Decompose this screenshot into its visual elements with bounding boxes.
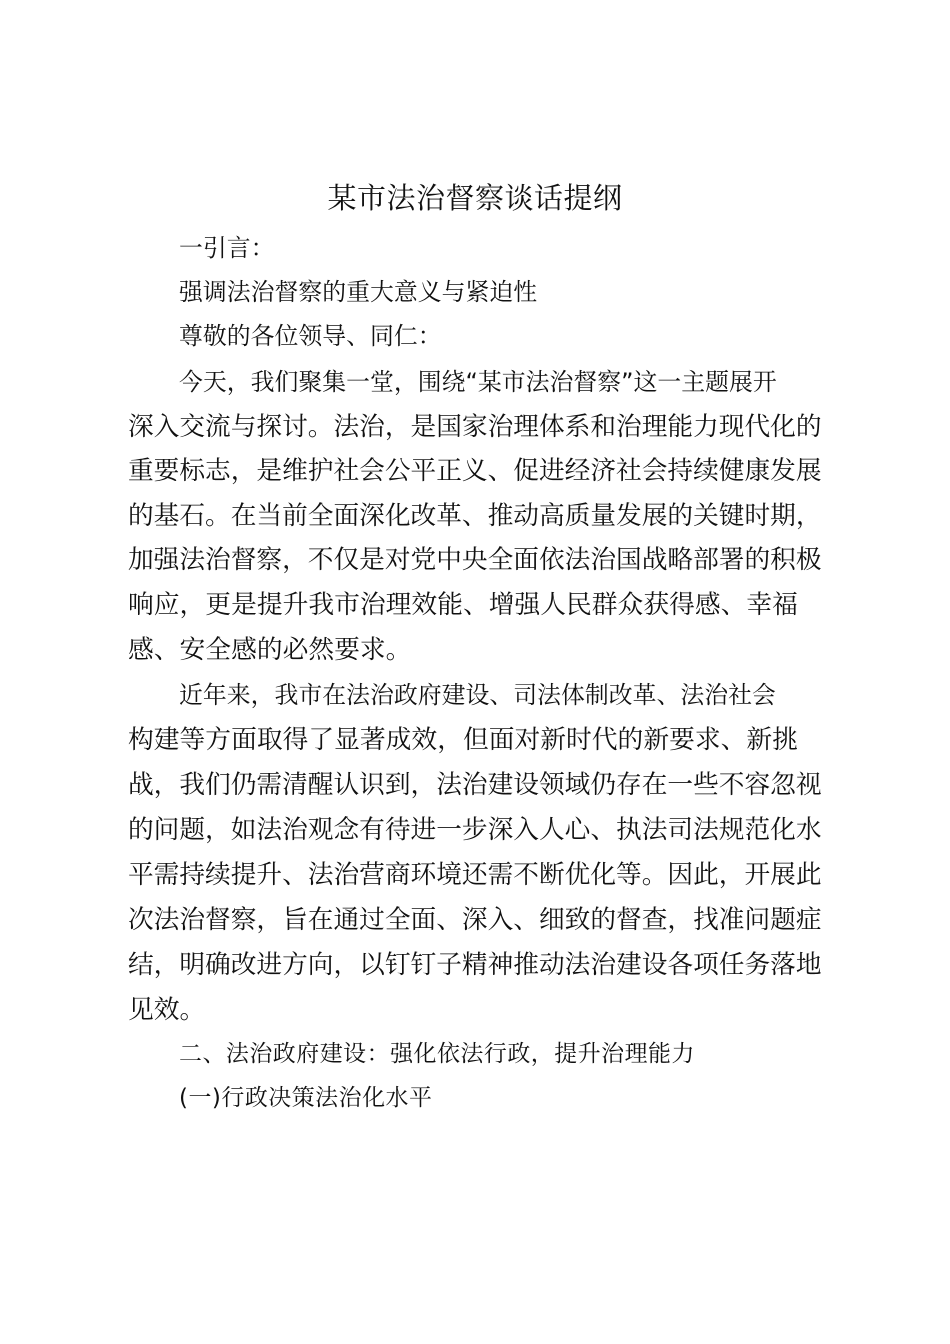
- paragraph-line: 今天，我们聚集一堂，围绕“某市法治督察”这一主题展开: [179, 368, 777, 396]
- paragraph-line: 次法治督察，旨在通过全面、深入、细致的督查，找准问题症: [128, 905, 822, 935]
- paragraph-line: 近年来，我市在法治政府建设、司法体制改革、法治社会: [179, 681, 776, 709]
- paragraph-line: 见效。: [128, 995, 206, 1025]
- paragraph-line: 构建等方面取得了显著成效，但面对新时代的新要求、新挑: [128, 725, 798, 755]
- salutation: 尊敬的各位领导、同仁：: [179, 322, 442, 350]
- section2-subheading: (一)行政决策法治化水平: [179, 1085, 433, 1111]
- paragraph-line: 重要标志，是维护社会公平正义、促进经济社会持续健康发展: [128, 456, 822, 486]
- paragraph-line: 的问题，如法治观念有待进一步深入人心、执法司法规范化水: [128, 815, 822, 845]
- paragraph-line: 的基石。在当前全面深化改革、推动高质量发展的关键时期，: [128, 501, 822, 531]
- paragraph-line: 响应，更是提升我市治理效能、增强人民群众获得感、幸福: [128, 590, 798, 620]
- paragraph-line: 平需持续提升、法治营商环境还需不断优化等。因此，开展此: [128, 860, 822, 890]
- paragraph-line: 深入交流与探讨。法治，是国家治理体系和治理能力现代化的: [128, 412, 822, 442]
- section1-subtitle: 强调法治督察的重大意义与紧迫性: [179, 278, 538, 306]
- paragraph-line: 结，明确改进方向，以钉钉子精神推动法治建设各项任务落地: [128, 950, 822, 980]
- document-title: 某市法治督察谈话提纲: [327, 181, 623, 215]
- section2-heading: 二、法治政府建设：强化依法行政，提升治理能力: [179, 1041, 695, 1067]
- paragraph-line: 感、安全感的必然要求。: [128, 635, 412, 665]
- section1-heading: 一引言：: [179, 234, 275, 262]
- paragraph-line: 战，我们仍需清醒认识到，法治建设领域仍存在一些不容忽视: [128, 770, 822, 800]
- paragraph-line: 加强法治督察，不仅是对党中央全面依法治国战略部署的积极: [128, 545, 822, 575]
